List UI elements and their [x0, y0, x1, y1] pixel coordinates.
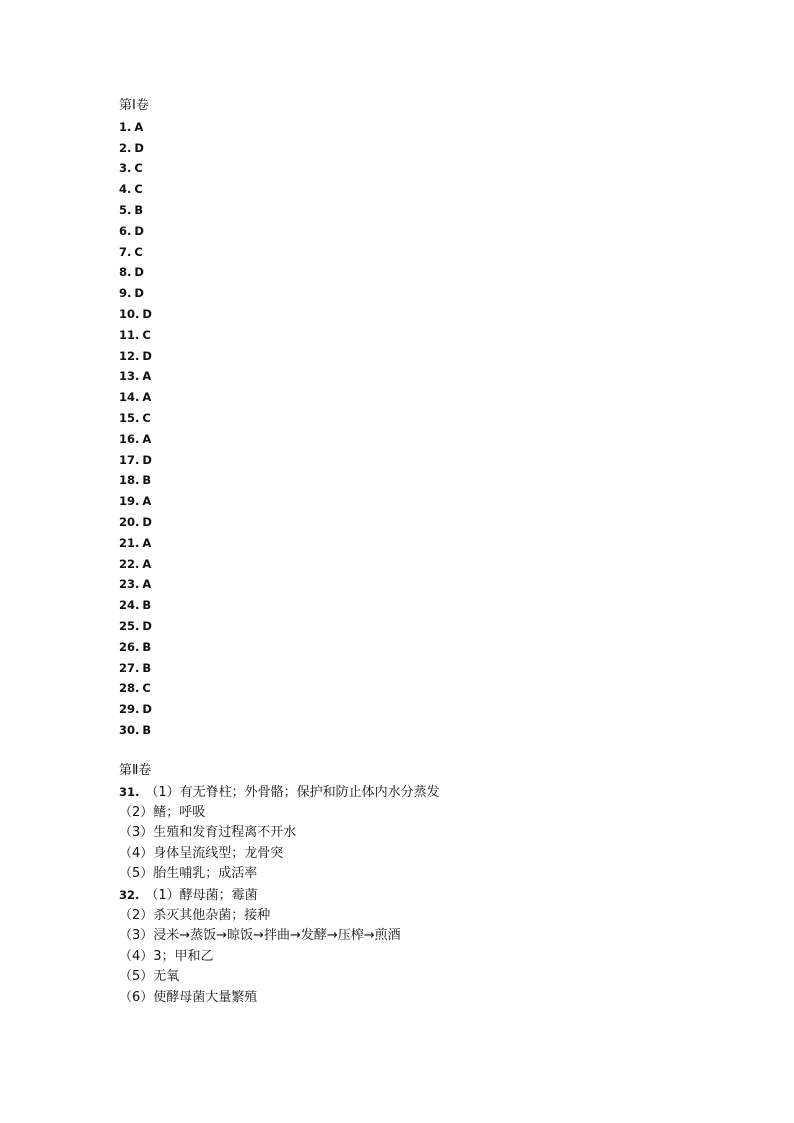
- answer-letter: B: [142, 722, 152, 737]
- question-number: 6.: [119, 223, 132, 238]
- q31-line-3: （3）生殖和发育过程离不开水: [119, 825, 297, 841]
- question-number: 26.: [119, 639, 140, 654]
- question-number: 17.: [119, 452, 140, 467]
- answer-item: [119, 491, 739, 512]
- answer-item: [119, 262, 739, 283]
- answer-letter: C: [134, 161, 143, 176]
- answer-item: [119, 429, 739, 450]
- question-number: 3.: [119, 161, 132, 176]
- answer-item: [119, 699, 739, 720]
- answer-item: [119, 574, 739, 595]
- answer-letter: C: [134, 182, 143, 197]
- answer-letter: A: [134, 119, 144, 134]
- answer-item: [119, 283, 739, 304]
- answer-letter: D: [142, 514, 152, 529]
- answer-letter: D: [134, 265, 144, 280]
- q31-line-4: （4）身体呈流线型；龙骨突: [119, 845, 284, 861]
- answer-item: [119, 200, 739, 221]
- q32-line-2: （2）杀灭其他杂菌；接种: [119, 907, 271, 923]
- answer-letter: B: [142, 660, 152, 675]
- question-number: 19.: [119, 494, 140, 509]
- q31-answer-1: （1）有无脊柱；外骨骼；保护和防止体内水分蒸发: [145, 785, 440, 801]
- question-number: 9.: [119, 286, 132, 301]
- answer-item: [119, 450, 739, 471]
- answer-item: [119, 221, 739, 242]
- question-number: 1.: [119, 119, 132, 134]
- question-number: 18.: [119, 473, 140, 488]
- answer-item: [119, 678, 739, 699]
- answer-item: [119, 595, 739, 616]
- answer-letter: C: [142, 327, 151, 342]
- answer-item: [119, 179, 739, 200]
- answer-item: [119, 325, 739, 346]
- q32-line-5: （5）无氧: [119, 969, 180, 985]
- q32-answer-1: （1）酵母菌；霉菌: [145, 888, 258, 904]
- answer-letter: B: [142, 639, 152, 654]
- question-number: 24.: [119, 598, 140, 613]
- q31-line-1: [119, 782, 739, 803]
- answer-item: [119, 470, 739, 491]
- question-number: 5.: [119, 202, 132, 217]
- q32-line-1: [119, 885, 739, 906]
- answer-item: [119, 616, 739, 637]
- answer-letter: D: [142, 348, 152, 363]
- question-number: 15.: [119, 410, 140, 425]
- q32-line-6: （6）使酵母菌大量繁殖: [119, 990, 258, 1006]
- question-number: 13.: [119, 369, 140, 384]
- question-number: 4.: [119, 182, 132, 197]
- answer-letter: B: [142, 473, 152, 488]
- answer-letter: D: [134, 140, 144, 155]
- question-number: 21.: [119, 535, 140, 550]
- answer-item: [119, 658, 739, 679]
- answer-item: [119, 138, 739, 159]
- answer-letter: C: [142, 681, 151, 696]
- answer-letter: A: [142, 494, 152, 509]
- q32-line-4: （4）3；甲和乙: [119, 948, 214, 964]
- answer-letter: D: [142, 306, 152, 321]
- answer-item: [119, 304, 739, 325]
- question-number: 22.: [119, 556, 140, 571]
- question-number: 8.: [119, 265, 132, 280]
- question-number: 10.: [119, 306, 140, 321]
- question-number: 7.: [119, 244, 132, 259]
- q32-line-3: （3）浸米→蒸饭→晾饭→拌曲→发酵→压榨→煎酒: [119, 928, 401, 944]
- q31-number: 31.: [119, 785, 140, 800]
- question-number: 27.: [119, 660, 140, 675]
- answer-letter: C: [134, 244, 143, 259]
- answer-item: [119, 387, 739, 408]
- question-number: 23.: [119, 577, 140, 592]
- answer-letter: D: [142, 618, 152, 633]
- answer-letter: A: [142, 369, 152, 384]
- question-number: 11.: [119, 327, 140, 342]
- answer-item: [119, 117, 739, 138]
- question-number: 20.: [119, 514, 140, 529]
- q32-number: 32.: [119, 888, 140, 903]
- answer-letter: A: [142, 390, 152, 405]
- answer-letter: D: [134, 223, 144, 238]
- question-number: 14.: [119, 390, 140, 405]
- question-number: 28.: [119, 681, 140, 696]
- answer-item: [119, 720, 739, 741]
- question-number: 16.: [119, 431, 140, 446]
- answer-item: [119, 242, 739, 263]
- answer-item: [119, 366, 739, 387]
- answer-letter: B: [142, 598, 152, 613]
- answer-letter: A: [142, 577, 152, 592]
- question-number: 25.: [119, 618, 140, 633]
- answer-sheet: [119, 96, 739, 1009]
- answer-letter: C: [142, 410, 151, 425]
- part2-title: 第Ⅱ卷: [119, 763, 152, 779]
- question-number: 29.: [119, 702, 140, 717]
- question-number: 2.: [119, 140, 132, 155]
- answer-item: [119, 637, 739, 658]
- answer-item: [119, 346, 739, 367]
- section-spacer: [119, 741, 739, 762]
- question-number: 30.: [119, 722, 140, 737]
- answer-item: [119, 554, 739, 575]
- answer-item: [119, 408, 739, 429]
- answer-letter: D: [142, 702, 152, 717]
- q31-line-5: （5）胎生哺乳；成活率: [119, 866, 258, 882]
- part1-answer-list: [119, 117, 739, 741]
- answer-letter: B: [134, 202, 144, 217]
- question-number: 12.: [119, 348, 140, 363]
- answer-letter: A: [142, 535, 152, 550]
- answer-letter: D: [134, 286, 144, 301]
- answer-item: [119, 158, 739, 179]
- part1-title: 第Ⅰ卷: [119, 98, 149, 113]
- answer-item: [119, 512, 739, 533]
- answer-letter: D: [142, 452, 152, 467]
- q31-line-2: （2）鳍；呼吸: [119, 804, 206, 820]
- answer-letter: A: [142, 431, 152, 446]
- answer-item: [119, 533, 739, 554]
- answer-letter: A: [142, 556, 152, 571]
